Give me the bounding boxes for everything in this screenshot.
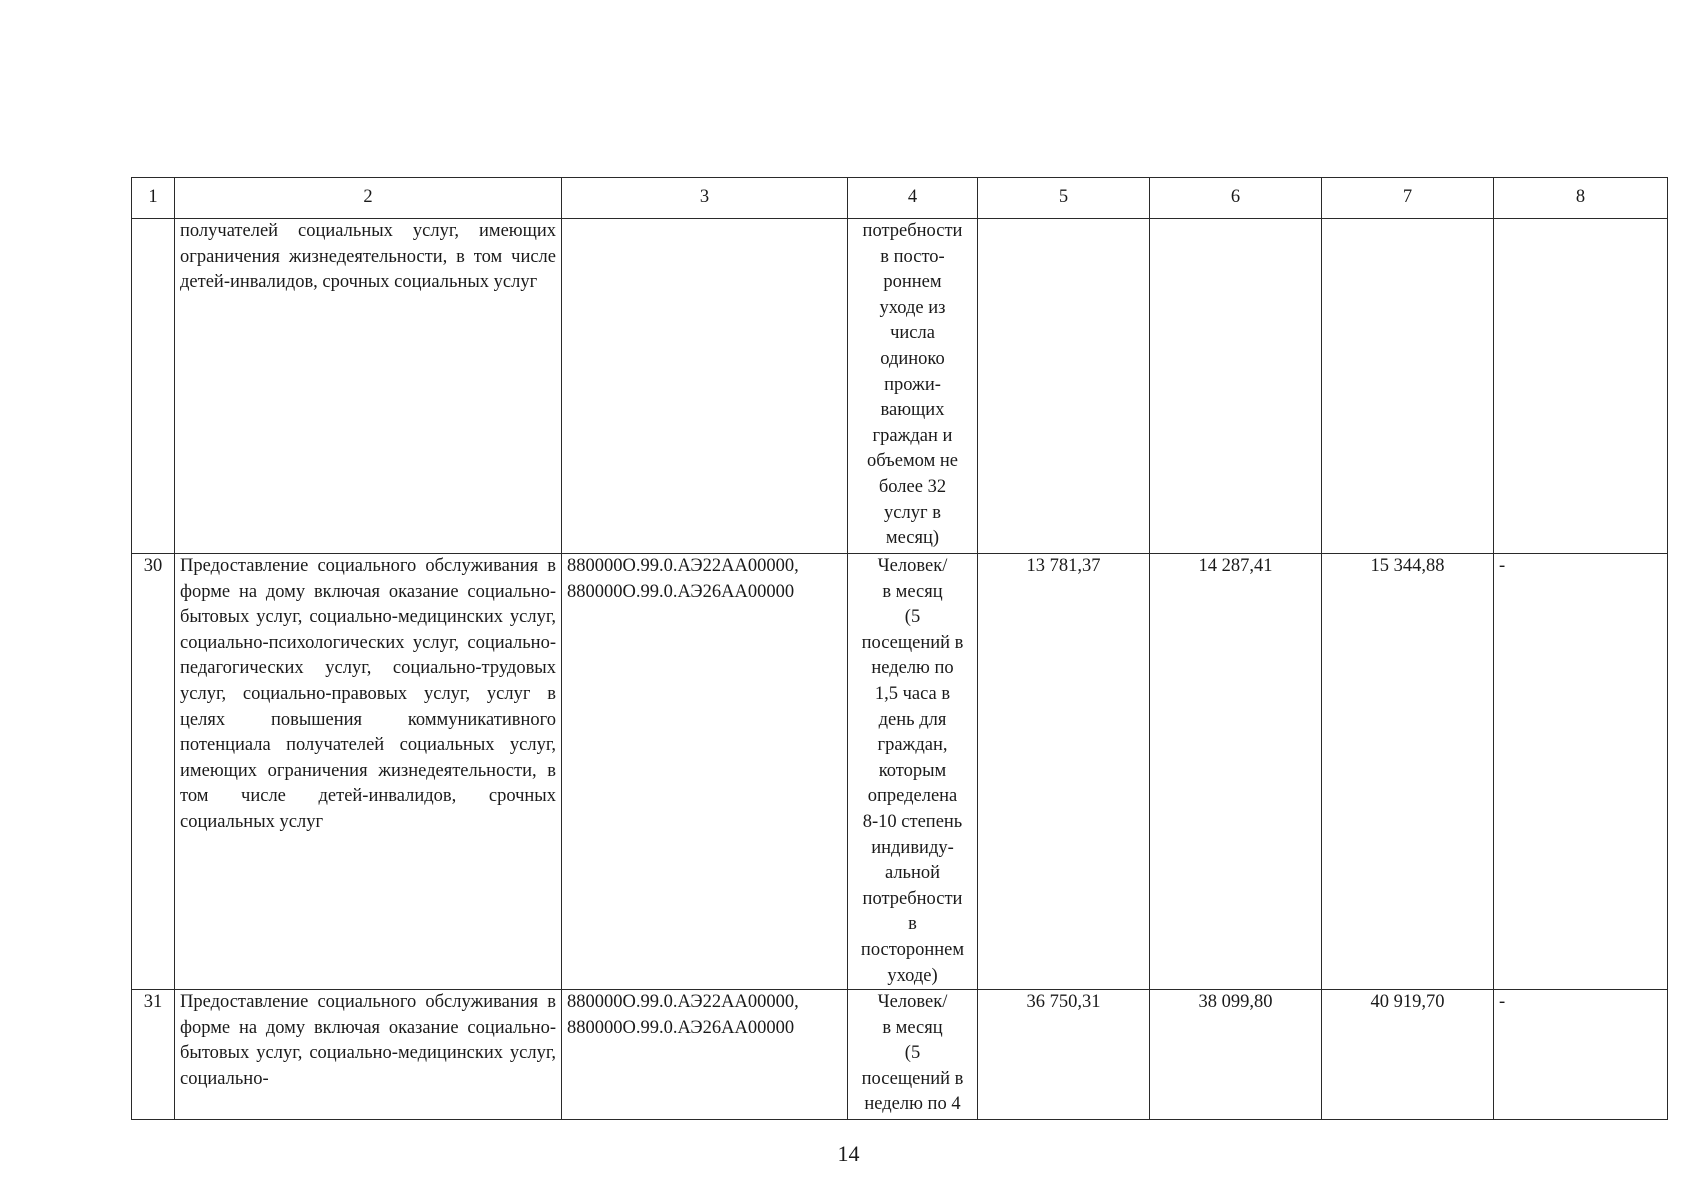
unit-line: месяц)	[885, 528, 940, 549]
unit-cell	[848, 554, 978, 990]
unit-line: в	[908, 914, 917, 935]
unit-line: в посто-	[880, 246, 945, 267]
unit-line: вающих	[880, 400, 945, 421]
unit-line: услуг в	[884, 502, 941, 523]
page-number: 14	[837, 1141, 860, 1166]
service-name-cell: Предоставление социального обслуживания в форме на дому включая оказание социально-бытовых услуг, социально-медицинских услуг, социально-психологических услуг, социально-педагогических услуг, социально-трудовых услуг, социально-правовых услуг, услуг в целях повышения коммуникативного потенциала получателей социальных услуг, имеющих ограничения жизнедеятельности, в том числе детей-инвалидов, срочных социальных услуг	[175, 554, 562, 990]
value-col5-cell: 13 781,37	[978, 554, 1150, 990]
unit-line: в месяц	[882, 1017, 943, 1038]
unit-line: которым	[878, 760, 947, 781]
table-row	[132, 990, 1668, 1120]
unit-line: (5	[904, 1043, 921, 1064]
unit-line: альной	[884, 863, 941, 884]
unit-line: объемом не	[866, 451, 959, 472]
unit-line: Человек/	[877, 556, 948, 576]
row-number-cell	[132, 219, 175, 554]
value-col5-cell	[978, 219, 1150, 554]
registry-code: 880000О.99.0.АЭ26АА00000	[567, 1017, 795, 1038]
header-cell-5: 5	[978, 178, 1150, 219]
unit-line: граждан и	[872, 425, 953, 446]
registry-code: 880000О.99.0.АЭ26АА00000	[567, 581, 795, 602]
value-col8-cell	[1494, 219, 1668, 554]
value-col5-cell: 36 750,31	[978, 990, 1150, 1120]
unit-line: прожи-	[884, 374, 941, 395]
unit-line: неделю по 4	[864, 1094, 961, 1115]
unit-line: граждан,	[877, 735, 948, 756]
registry-code: 880000О.99.0.АЭ22АА00000,	[567, 992, 799, 1013]
value-col8-cell: -	[1494, 554, 1668, 990]
table-row	[132, 554, 1668, 990]
unit-line: 8-10 степень	[862, 811, 963, 832]
table-row	[132, 219, 1668, 554]
header-cell-2: 2	[175, 178, 562, 219]
header-cell-6: 6	[1150, 178, 1322, 219]
unit-line: постороннем	[860, 939, 965, 960]
value-col6-cell	[1150, 219, 1322, 554]
unit-line: в месяц	[882, 581, 943, 602]
unit-cell	[848, 990, 978, 1120]
value-col6-cell: 14 287,41	[1150, 554, 1322, 990]
value-col7-cell: 40 919,70	[1322, 990, 1494, 1120]
header-cell-4: 4	[848, 178, 978, 219]
registry-code-cell	[562, 219, 848, 554]
unit-line: определена	[867, 786, 958, 807]
row-number-cell: 30	[132, 554, 175, 990]
value-col7-cell: 15 344,88	[1322, 554, 1494, 990]
unit-line: неделю по	[871, 658, 954, 679]
value-col7-cell	[1322, 219, 1494, 554]
unit-line: потребности	[862, 888, 963, 909]
header-cell-7: 7	[1322, 178, 1494, 219]
services-table	[131, 177, 1668, 1120]
unit-line: более 32	[878, 476, 947, 497]
unit-line: день для	[878, 709, 947, 730]
header-cell-3: 3	[562, 178, 848, 219]
service-name-cell: Предоставление социального обслуживания в форме на дому включая оказание социально-бытовых услуг, социально-медицинских услуг, социально-	[175, 990, 562, 1120]
registry-code-cell	[562, 554, 848, 990]
unit-line: потребности	[862, 221, 963, 241]
unit-line: роннем	[883, 272, 942, 293]
header-cell-8: 8	[1494, 178, 1668, 219]
unit-line: числа	[890, 323, 935, 344]
unit-cell	[848, 219, 978, 554]
unit-line: индивиду-	[871, 837, 954, 858]
service-name-cell: получателей социальных услуг, имеющих ограничения жизнедеятельности, в том числе детей-инвалидов, срочных социальных услуг	[175, 219, 562, 554]
unit-line: одиноко	[880, 348, 945, 369]
unit-line: 1,5 часа в	[874, 683, 951, 704]
registry-code: 880000О.99.0.АЭ22АА00000,	[567, 556, 799, 576]
value-col8-cell: -	[1494, 990, 1668, 1120]
value-col6-cell: 38 099,80	[1150, 990, 1322, 1120]
unit-line: уходе из	[879, 297, 946, 318]
unit-line: Человек/	[877, 992, 948, 1013]
unit-line: (5	[904, 607, 921, 628]
unit-line: посещений в	[861, 632, 964, 653]
registry-code-cell	[562, 990, 848, 1120]
table-header-row	[132, 178, 1668, 219]
header-cell-1: 1	[132, 178, 175, 219]
unit-line: посещений в	[861, 1068, 964, 1089]
unit-line: уходе)	[887, 965, 938, 986]
row-number-cell: 31	[132, 990, 175, 1120]
